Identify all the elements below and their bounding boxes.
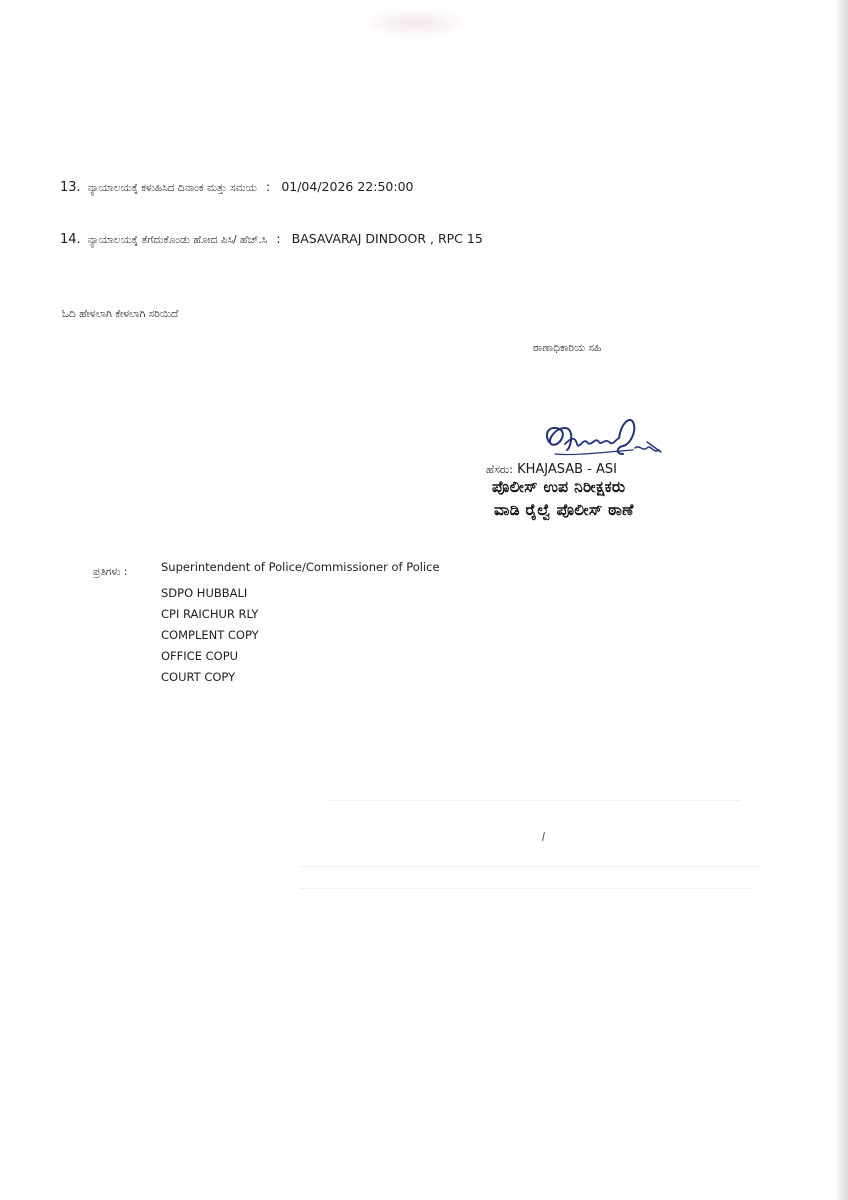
item-number: 14. [60, 232, 81, 247]
copies-label: ಪ್ರತಿಗಳು : [93, 566, 128, 578]
item-label: ನ್ಯಾಯಾಲಯಕ್ಕೆ ತೆಗೆದುಕೊಂಡು ಹೋದ ಪಿಸಿ/ ಹೆಚ್.ಸಿ [87, 234, 268, 246]
item-number: 13. [60, 180, 81, 195]
copy-recipient: COMPLENT COPY [161, 628, 259, 642]
item-14-escort-constable [60, 228, 483, 247]
show-through-line [300, 866, 760, 867]
signatory-name-line [486, 462, 617, 477]
officer-signature-label: ಠಾಣಾಧಿಕಾರಿಯ ಸಹಿ [533, 342, 602, 354]
copy-recipient: Superintendent of Police/Commissioner of Police [161, 560, 440, 574]
signatory-designation-stamp: ಪೊಲೀಸ್ ಉಪ ನಿರೀಕ್ಷಕರು [492, 478, 626, 496]
read-over-statement: ಓದಿ ಹೇಳಲಾಗಿ ಕೇಳಲಾಗಿ ಸರಿಯಿದೆ [62, 308, 179, 320]
copy-recipient: COURT COPY [161, 670, 236, 684]
show-through-line [330, 800, 740, 801]
police-station-stamp: ವಾಡಿ ರೈಲ್ವೆ ಪೊಲೀಸ್ ಠಾಣೆ [494, 501, 634, 519]
stray-mark [542, 832, 545, 841]
item-value: BASAVARAJ DINDOOR , RPC 15 [291, 231, 483, 246]
name-label: ಹೆಸರು: [486, 463, 513, 476]
item-13-court-dispatch-time [60, 176, 413, 195]
item-label: ನ್ಯಾಯಾಲಯಕ್ಕೆ ಕಳುಹಿಸಿದ ದಿನಾಂಕ ಮತ್ತು ಸಮಯ [87, 182, 257, 194]
item-separator: : [266, 179, 271, 194]
show-through-line [300, 888, 750, 889]
copy-recipient: CPI RAICHUR RLY [161, 607, 259, 621]
page-edge-shadow [834, 0, 848, 1200]
signatory-name: KHAJASAB - ASI [517, 462, 618, 477]
copy-recipient: OFFICE COPU [161, 649, 239, 663]
item-value: 01/04/2026 22:50:00 [281, 179, 414, 194]
copy-recipient: SDPO HUBBALI [161, 586, 248, 600]
item-separator: : [276, 231, 281, 246]
paper-smudge [360, 8, 470, 38]
